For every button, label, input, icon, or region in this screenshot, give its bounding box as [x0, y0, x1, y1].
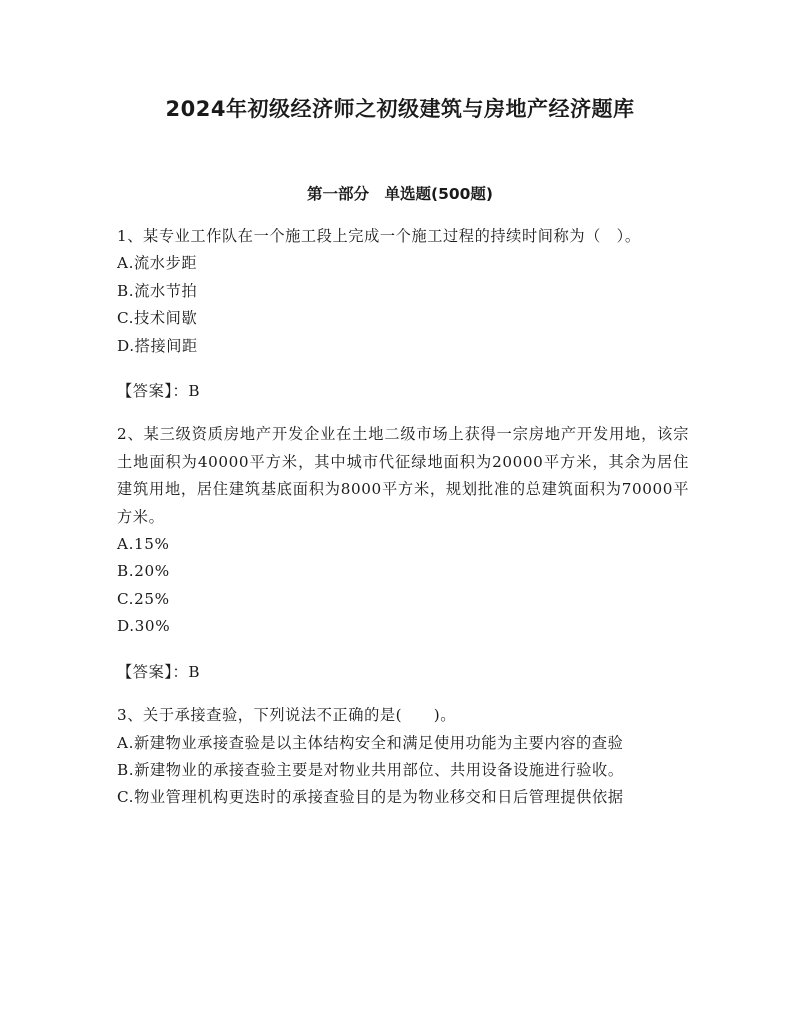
question-stem: 2、某三级资质房地产开发企业在土地二级市场上获得一宗房地产开发用地，该宗土地面积为40000平方米，其中城市代征绿地面积为20000平方米，其余为居住建筑用地，居住建筑基底面积为8000平方米，规划批准的总建筑面积为70000平方米。	[117, 425, 689, 526]
option-a: A.流水步距	[117, 254, 198, 273]
option-d: D.搭接间距	[117, 336, 198, 355]
option-b: B.20%	[117, 562, 170, 581]
question-stem: 1、某专业工作队在一个施工段上完成一个施工过程的持续时间称为（ ）。	[117, 227, 641, 245]
answer-label: 【答案】：B	[117, 662, 201, 681]
option-d: D.30%	[117, 617, 171, 636]
question-list	[117, 223, 689, 812]
section-heading: 第一部分 单选题(500题)	[306, 185, 494, 203]
option-list	[117, 531, 689, 641]
option-list	[117, 730, 689, 812]
option-a: A.新建物业承接查验是以主体结构安全和满足使用功能为主要内容的查验	[117, 733, 624, 752]
option-c: C.物业管理机构更迭时的承接查验目的是为物业移交和日后管理提供依据	[117, 788, 624, 807]
answer-label: 【答案】：B	[117, 382, 201, 401]
option-b: B.新建物业的承接查验主要是对物业共用部位、共用设备设施进行验收。	[117, 760, 624, 779]
document-title: 2024年初级经济师之初级建筑与房地产经济题库	[165, 97, 635, 121]
option-c: C.25%	[117, 589, 170, 608]
question-stem: 3、关于承接查验，下列说法不正确的是( )。	[117, 706, 457, 725]
question-2	[117, 421, 689, 686]
option-c: C.技术间歇	[117, 309, 198, 328]
option-b: B.流水节拍	[117, 281, 198, 300]
question-1	[117, 223, 689, 405]
question-3	[117, 702, 689, 812]
option-a: A.15%	[117, 535, 170, 554]
option-list	[117, 250, 689, 360]
